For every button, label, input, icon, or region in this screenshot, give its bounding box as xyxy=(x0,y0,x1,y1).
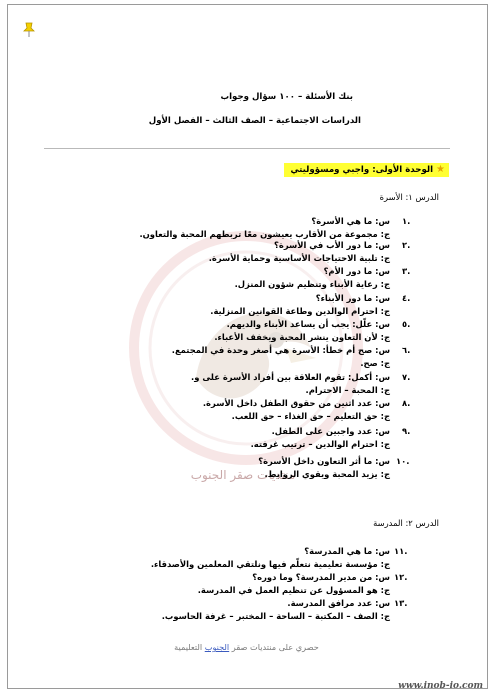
footer-prefix: حصري على منتديات صقر xyxy=(229,642,319,652)
question-number: ٦. xyxy=(402,345,411,355)
answer-text: ج: لأن التعاون ينشر المحبة ويخفف الأعباء. xyxy=(214,332,390,342)
question-text: س: عدد اثنين من حقوق الطفل داخل الأسرة. xyxy=(202,398,390,408)
footer-suffix: التعليمية xyxy=(174,642,205,652)
answer-text: ج: احترام الوالدين وطاعة القوانين المنزلية. xyxy=(210,306,390,316)
answer-text: ج: احترام الوالدين – ترتيب غرفته. xyxy=(250,439,390,449)
question-number: ٨. xyxy=(402,398,411,408)
answer-text: ج: رعاية الأبناء وتنظيم شؤون المنزل. xyxy=(234,279,390,289)
answer-text: ج: يزيد المحبة ويقوي الروابط. xyxy=(264,469,390,479)
question-number: ١٣. xyxy=(394,598,408,608)
question-number: ٢. xyxy=(402,240,411,250)
question-text: س: ما أثر التعاون داخل الأسرة؟ xyxy=(258,456,390,466)
question-text: س: ما هي الأسرة؟ xyxy=(311,216,390,226)
question-number: ٣. xyxy=(402,266,411,276)
question-text: س: ما هي المدرسة؟ xyxy=(304,546,390,556)
answer-text: ج: تلبية الاحتياجات الأساسية وحماية الأسرة. xyxy=(208,253,390,263)
lesson-1-heading: الدرس ١: الأسرة xyxy=(379,192,439,202)
question-text: س: علّل: يجب أن يساعد الأبناء والديهم. xyxy=(226,319,390,329)
answer-text: ج: هو المسؤول عن تنظيم العمل في المدرسة. xyxy=(197,585,390,595)
answer-text: ج: حق التعليم – حق الغذاء – حق اللعب. xyxy=(231,411,390,421)
answer-text: ج: صح. xyxy=(360,358,390,368)
question-number: ٩. xyxy=(402,426,411,436)
question-text: س: صح أم خطأ: الأسرة هي أصغر وحدة في المجتمع. xyxy=(171,345,390,355)
document-title: بنك الأسئلة – ١٠٠ سؤال وجواب xyxy=(220,92,353,102)
lesson-2-heading: الدرس ٢: المدرسة xyxy=(373,518,439,528)
document-subtitle: الدراسات الاجتماعية – الصف الثالث – الفصل الأول xyxy=(148,116,361,126)
unit-heading-label: الوحدة الأولى: واجبي ومسؤوليتي xyxy=(290,165,434,175)
question-number: ١. xyxy=(402,216,411,226)
footer-note xyxy=(0,642,493,652)
question-number: ٥. xyxy=(402,319,411,329)
divider xyxy=(44,148,450,149)
question-number: ١١. xyxy=(394,546,408,556)
question-text: س: ما دور الأب في الأسرة؟ xyxy=(274,240,390,250)
answer-text: ج: المحبة – الاحترام. xyxy=(305,385,390,395)
answer-text: ج: مؤسسة تعليمية نتعلّم فيها ونلتقي المعلمين والأصدقاء. xyxy=(150,559,390,569)
question-text: س: عدد واجبين على الطفل. xyxy=(271,426,390,436)
question-text: س: أكمل: تقوم العلاقة بين أفراد الأسرة على و. xyxy=(191,372,390,382)
question-text: س: ما دور الأبناء؟ xyxy=(315,293,390,303)
pushpin-icon xyxy=(22,22,36,38)
question-text: س: عدد مرافق المدرسة. xyxy=(287,598,390,608)
unit-heading xyxy=(284,163,449,177)
answer-text: ج: الصف – المكتبة – الساحة – المختبر – غرفة الحاسوب. xyxy=(161,611,390,621)
star-icon: ★ xyxy=(436,164,445,175)
answer-text: ج: مجموعة من الأقارب يعيشون معًا تربطهم المحبة والتعاون. xyxy=(139,229,390,239)
watermark-text: منتديات صقر الجنوب xyxy=(190,468,296,482)
question-number: ٤. xyxy=(402,293,411,303)
question-number: ٧. xyxy=(402,372,411,382)
question-number: ١٢. xyxy=(394,572,408,582)
question-number: ١٠. xyxy=(396,456,410,466)
footer-link[interactable]: الجنوب xyxy=(204,642,230,652)
question-text: س: من مدير المدرسة؟ وما دوره؟ xyxy=(252,572,390,582)
site-url: www.inob-io.com xyxy=(398,681,483,691)
question-text: س: ما دور الأم؟ xyxy=(323,266,390,276)
